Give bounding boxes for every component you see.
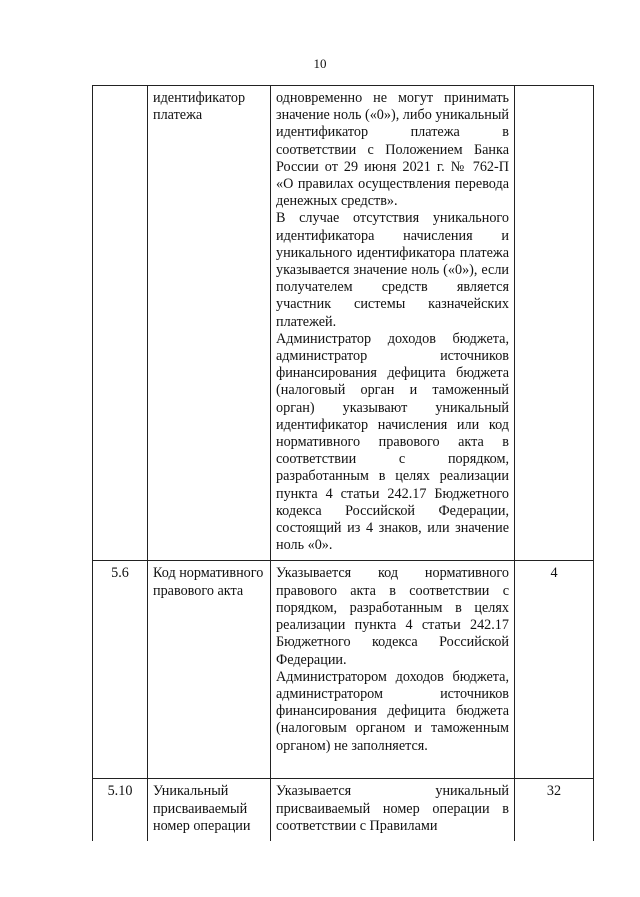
description-paragraph: Указывается код нормативного правового акта в соответствии с порядком, разработанным в целях реализации пункта 4 статьи 242.17 Бюджетного кодекса Российской Федерации.: [276, 565, 509, 668]
field-length: 4: [515, 561, 594, 779]
description-paragraph: В случае отсутствия уникального идентификатора начисления и уникального идентификатора платежа указывается значение ноль («0»), если получателем средств является участник системы казначейских платежей.: [276, 210, 509, 330]
description-paragraph: Указывается уникальный присваиваемый номер операции в соответствии с Правилами: [276, 783, 509, 834]
row-number: 5.10: [93, 779, 148, 841]
requisite-name: Уникальный присваиваемый номер операции: [148, 779, 271, 841]
requisite-name: Код нормативного правового акта: [148, 561, 271, 779]
table-row: [93, 561, 594, 779]
field-length: [515, 86, 594, 561]
description-paragraph: одновременно не могут принимать значение ноль («0»), либо уникальный идентификатор платежа в соответствии с Положением Банка России от 29 июня 2021 г. № 762-П «О правилах осуществления перевода денежных средств».: [276, 90, 509, 210]
requisite-description: [271, 779, 515, 841]
description-paragraph: Администратором доходов бюджета, администратором источников финансирования дефицита бюджета (налоговым органом и таможенным органом) не заполняется.: [276, 668, 509, 754]
requisite-description: [271, 561, 515, 779]
requisite-description: [271, 86, 515, 561]
description-paragraph: Администратор доходов бюджета, администратор источников финансирования дефицита бюджета (налоговый орган и таможенный орган) указывают уникальный идентификатор начисления или код нормативного правового акта в соответствии с порядком, разработанным в целях реализации пункта 4 статьи 242.17 Бюджетного кодекса Российской Федерации, состоящий из 4 знаков, или значение ноль «0».: [276, 330, 509, 554]
table-row: [93, 86, 594, 561]
field-length: 32: [515, 779, 594, 841]
requisites-table: [92, 85, 594, 841]
row-number: 5.6: [93, 561, 148, 779]
requisite-name: идентификатор платежа: [148, 86, 271, 561]
table-row: [93, 779, 594, 841]
page-number: 10: [313, 56, 327, 71]
row-number: [93, 86, 148, 561]
